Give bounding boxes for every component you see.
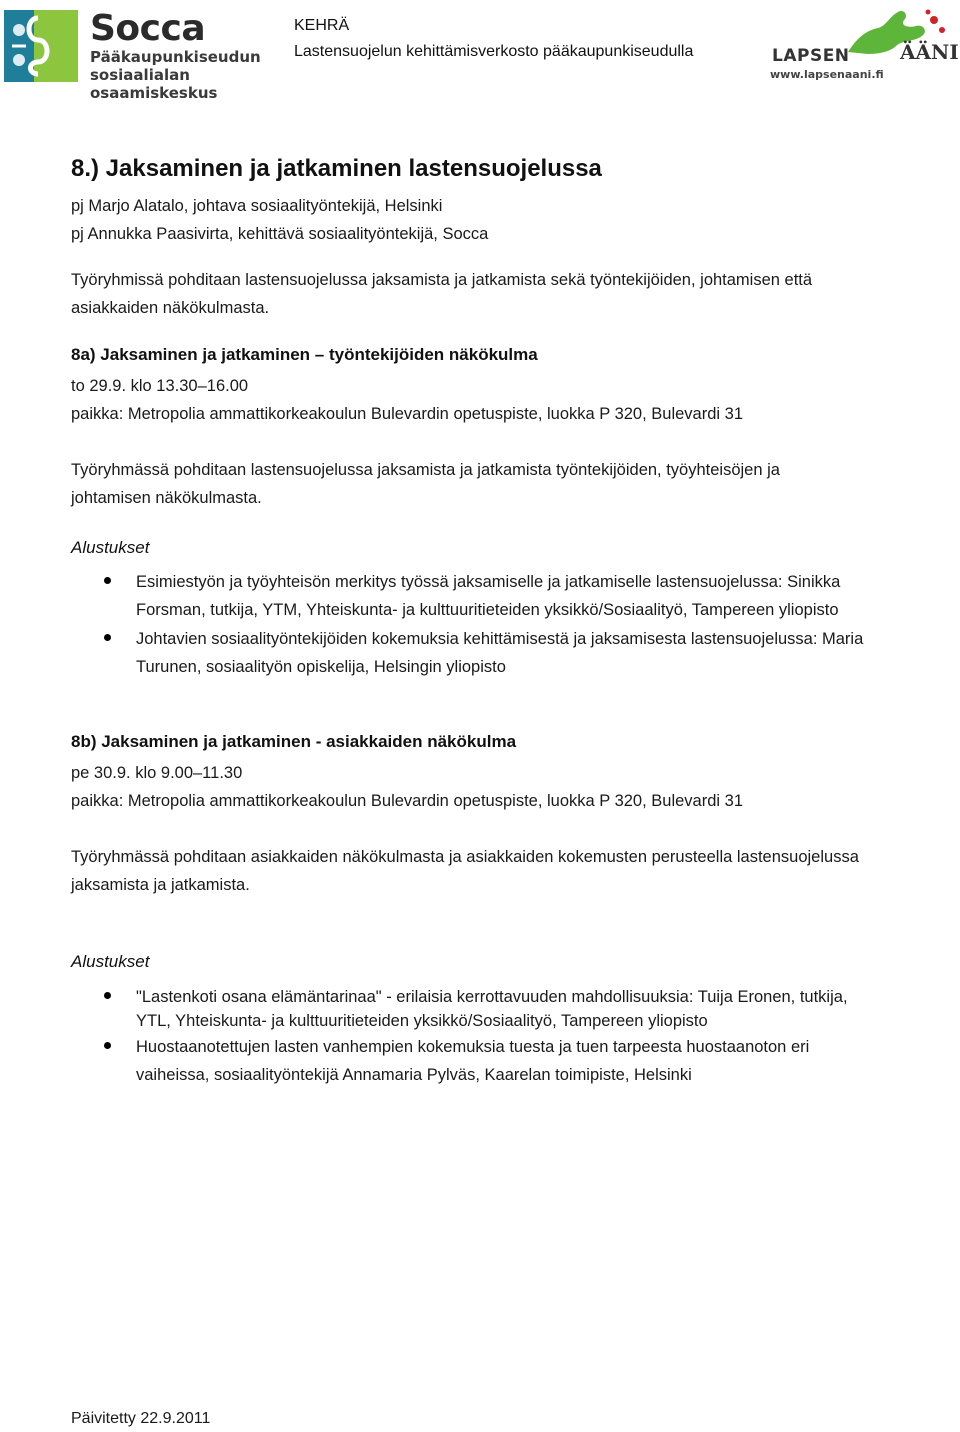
talk-b1-line-2: YTL, Yhteiskunta- ja kulttuuritieteiden yksikkö/Sosiaalityö, Tampereen yliopisto bbox=[136, 1012, 708, 1030]
socca-logo bbox=[4, 8, 274, 102]
page-title: 8.) Jaksaminen ja jatkaminen lastensuojelussa bbox=[71, 155, 602, 182]
section-b-heading: 8b) Jaksaminen ja jatkaminen - asiakkaiden näkökulma bbox=[71, 732, 517, 751]
bullet-icon bbox=[104, 634, 111, 641]
section-b-talks-label: Alustukset bbox=[71, 952, 150, 971]
section-b-place: paikka: Metropolia ammattikorkeakoulun Bulevardin opetuspiste, luokka P 320, Bulevardi 31 bbox=[71, 792, 743, 810]
bullet-icon bbox=[104, 577, 111, 584]
section-a-desc-2: johtamisen näkökulmasta. bbox=[71, 489, 262, 507]
section-a-desc-1: Työryhmässä pohditaan lastensuojelussa jaksamista ja jatkamista työntekijöiden, työyhteisöjen ja bbox=[71, 461, 780, 479]
section-a-place: paikka: Metropolia ammattikorkeakoulun Bulevardin opetuspiste, luokka P 320, Bulevardi 31 bbox=[71, 405, 743, 423]
socca-subtitle-1: Pääkaupunkiseudun bbox=[90, 48, 261, 66]
talk-a1-line-1: Esimiestyön ja työyhteisön merkitys työssä jaksamiselle ja jatkamiselle lastensuojelussa: Sinikka bbox=[136, 573, 841, 591]
talk-b1-line-1: "Lastenkoti osana elämäntarinaa" - erilaisia kerrottavuuden mahdollisuuksia: Tuija Eronen, tutkija, bbox=[136, 988, 848, 1006]
lapsen-url: www.lapsenaani.fi bbox=[770, 68, 884, 81]
section-a-heading: 8a) Jaksaminen ja jatkaminen – työntekijöiden näkökulma bbox=[71, 345, 538, 364]
header-title: KEHRÄ bbox=[294, 17, 350, 34]
aani-word: ÄÄNI bbox=[900, 40, 959, 64]
lapsen-aani-logo bbox=[768, 6, 959, 86]
section-a-time: to 29.9. klo 13.30–16.00 bbox=[71, 377, 249, 395]
section-b-desc-2: jaksamista ja jatkamista. bbox=[71, 876, 250, 894]
footer-updated: Päivitetty 22.9.2011 bbox=[71, 1410, 211, 1427]
lapsen-word: LAPSEN bbox=[772, 46, 850, 66]
chair-2: pj Annukka Paasivirta, kehittävä sosiaalityöntekijä, Socca bbox=[71, 225, 489, 243]
bullet-icon bbox=[104, 1042, 111, 1049]
talk-a1-line-2: Forsman, tutkija, YTM, Yhteiskunta- ja kulttuuritieteiden yksikkö/Sosiaalityö, Tampereen yliopisto bbox=[136, 601, 839, 619]
intro-line-1: Työryhmissä pohditaan lastensuojelussa jaksamista ja jatkamista sekä työntekijöiden, johtamisen että bbox=[71, 271, 813, 289]
section-b-time: pe 30.9. klo 9.00–11.30 bbox=[71, 764, 243, 782]
talk-b2-line-1: Huostaanotettujen lasten vanhempien kokemuksia tuesta ja tuen tarpeesta huostaanoton eri bbox=[136, 1038, 810, 1056]
header-subtitle: Lastensuojelun kehittämisverkosto pääkaupunkiseudulla bbox=[294, 43, 694, 60]
talk-a2-line-1: Johtavien sosiaalityöntekijöiden kokemuksia kehittämisestä ja jaksamisesta lastensuojelussa: Maria bbox=[136, 630, 864, 648]
chair-1: pj Marjo Alatalo, johtava sosiaalityöntekijä, Helsinki bbox=[71, 197, 443, 215]
talk-b2-line-2: vaiheissa, sosiaalityöntekijä Annamaria Pylväs, Kaarelan toimipiste, Helsinki bbox=[136, 1066, 692, 1084]
bullet-icon bbox=[104, 992, 111, 999]
talk-a2-line-2: Turunen, sosiaalityön opiskelija, Helsingin yliopisto bbox=[136, 658, 506, 676]
socca-subtitle-2: sosiaalialan osaamiskeskus bbox=[90, 66, 218, 102]
section-a-talks-label: Alustukset bbox=[71, 538, 150, 557]
socca-logo-mark-icon bbox=[4, 10, 78, 82]
section-b-desc-1: Työryhmässä pohditaan asiakkaiden näkökulmasta ja asiakkaiden kokemusten perusteella lastensuojelussa bbox=[71, 848, 859, 866]
intro-line-2: asiakkaiden näkökulmasta. bbox=[71, 299, 270, 317]
socca-name: Socca bbox=[90, 8, 206, 49]
